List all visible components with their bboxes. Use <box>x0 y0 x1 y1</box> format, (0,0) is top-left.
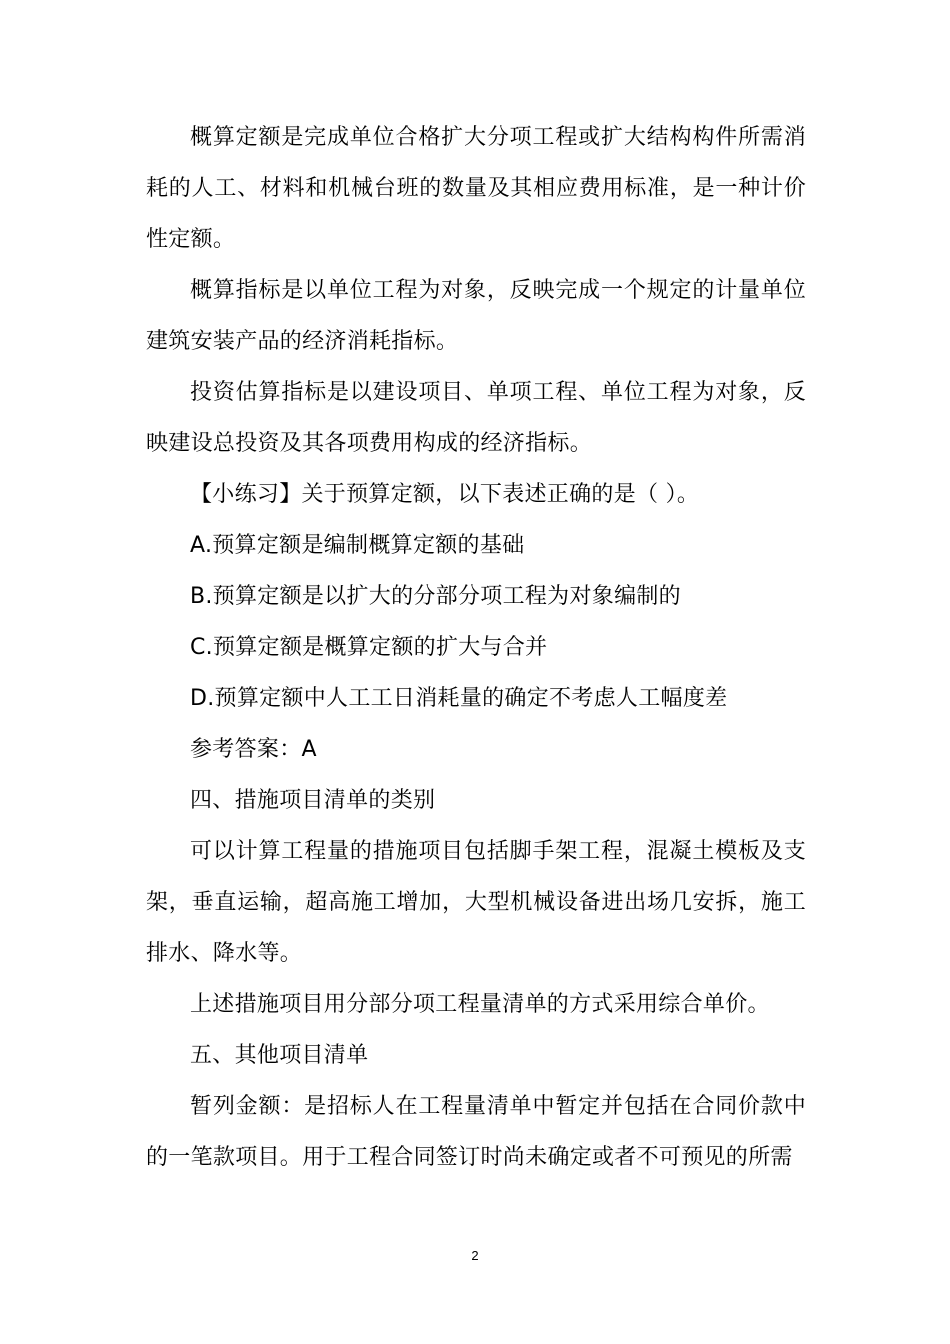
paragraph-provisional-sum: 暂列金额：是招标人在工程量清单中暂定并包括在合同价款中的一笔款项目。用于工程合同签订时尚未确定或者不可预见的所需 <box>146 1094 806 1170</box>
exercise-option-c: C.预算定额是概算定额的扩大与合并 <box>190 635 548 660</box>
exercise-option-a: A.预算定额是编制概算定额的基础 <box>190 533 525 558</box>
exercise-question: 【小练习】关于预算定额，以下表述正确的是（ ）。 <box>190 482 700 507</box>
exercise-option-b: B.预算定额是以扩大的分部分项工程为对象编制的 <box>190 584 681 609</box>
paragraph-investment-index-definition: 投资估算指标是以建设项目、单项工程、单位工程为对象，反映建设总投资及其各项费用构成的经济指标。 <box>146 380 806 456</box>
section-heading-measures: 四、措施项目清单的类别 <box>190 788 436 813</box>
paragraph-measures-list: 可以计算工程量的措施项目包括脚手架工程，混凝土模板及支架，垂直运输，超高施工增加，大型机械设备进出场几安拆，施工排水、降水等。 <box>146 839 806 966</box>
paragraph-budget-index-definition: 概算指标是以单位工程为对象，反映完成一个规定的计量单位建筑安装产品的经济消耗指标。 <box>146 278 806 354</box>
paragraph-budget-norm-definition: 概算定额是完成单位合格扩大分项工程或扩大结构构件所需消耗的人工、材料和机械台班的数量及其相应费用标准，是一种计价性定额。 <box>146 125 806 252</box>
exercise-answer: 参考答案：A <box>190 737 317 762</box>
exercise-option-d: D.预算定额中人工工日消耗量的确定不考虑人工幅度差 <box>190 686 728 711</box>
page-body <box>146 112 806 1183</box>
paragraph-measures-pricing: 上述措施项目用分部分项工程量清单的方式采用综合单价。 <box>190 992 770 1017</box>
page-number: 2 <box>471 1248 479 1263</box>
section-heading-other-items: 五、其他项目清单 <box>190 1043 369 1068</box>
